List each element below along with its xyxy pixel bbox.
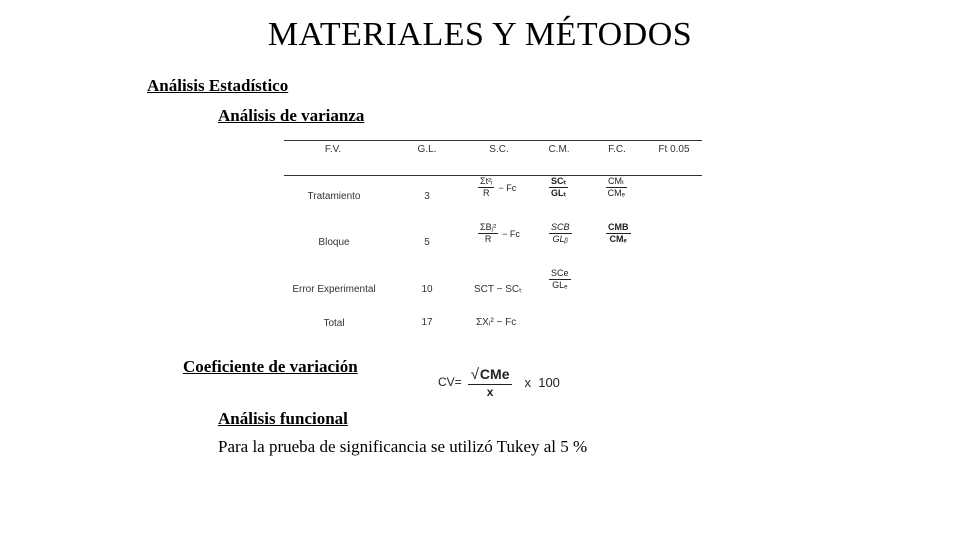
cm-denominator: GLₜ — [551, 188, 567, 198]
cv-numerator: CMe — [479, 365, 510, 382]
cm-denominator: GLᵦ — [552, 234, 569, 244]
table-top-rule — [284, 140, 702, 141]
page-title: MATERIALES Y MÉTODOS — [267, 16, 693, 53]
row-gl-value: 3 — [424, 191, 430, 202]
cv-denominator: x — [486, 384, 494, 399]
row-cm-formula — [549, 268, 571, 291]
cv-multiplier: x 100 — [524, 374, 560, 390]
cm-numerator: SCe — [551, 268, 569, 278]
row-fc-formula — [606, 176, 627, 199]
cm-denominator: GLₑ — [552, 280, 568, 290]
sc-denominator: R — [484, 234, 492, 244]
row-sc-formula — [478, 176, 516, 199]
fc-numerator: CMₜ — [608, 176, 625, 186]
fc-numerator: CMB — [608, 222, 629, 232]
sc-suffix: − Fc — [498, 182, 517, 193]
row-gl-value: 5 — [424, 237, 430, 248]
cv-label: CV= — [438, 375, 462, 389]
cm-numerator: SCB — [551, 222, 570, 232]
header-cm: C.M. — [548, 144, 570, 155]
row-fv-label: Total — [323, 318, 345, 329]
row-sc-formula — [478, 222, 520, 245]
sc-numerator: ΣBⱼ² — [480, 222, 497, 232]
row-fv-label: Error Experimental — [292, 284, 376, 295]
row-cm-formula — [549, 176, 568, 199]
fc-denominator: CMₑ — [609, 234, 627, 244]
square-root-symbol: √ — [470, 365, 479, 383]
functional-analysis-text: Para la prueba de significancia se utilizó Tukey al 5 % — [218, 437, 588, 456]
fc-denominator: CMₑ — [607, 188, 625, 198]
row-cm-formula — [549, 222, 572, 245]
row-fv-label: Tratamiento — [307, 191, 361, 202]
sc-suffix: − Fc — [502, 228, 520, 239]
cm-numerator: SCₜ — [551, 176, 567, 186]
row-sc-formula: ΣXᵢ² − Fc — [476, 317, 517, 328]
header-gl: G.L. — [417, 144, 437, 155]
section-heading-cv: Coeficiente de variación — [183, 357, 358, 376]
header-fv: F.V. — [324, 144, 342, 155]
row-fv-label: Bloque — [318, 237, 350, 248]
sc-numerator: Σt²ᵢ — [480, 176, 493, 186]
row-sc-formula: SCT − SCₜ — [474, 284, 523, 295]
sc-denominator: R — [482, 188, 490, 198]
section-heading-anova: Análisis de varianza — [218, 106, 365, 125]
section-heading-functional: Análisis funcional — [218, 409, 348, 428]
cv-formula — [438, 362, 560, 402]
section-heading-statistical-analysis: Análisis Estadístico — [147, 76, 289, 95]
row-gl-value: 10 — [421, 284, 433, 295]
header-fc: F.C. — [608, 144, 626, 155]
row-gl-value: 17 — [421, 317, 433, 328]
header-sc: S.C. — [489, 144, 509, 155]
header-ft: Ft 0.05 — [658, 144, 690, 155]
row-fc-formula — [606, 222, 631, 245]
